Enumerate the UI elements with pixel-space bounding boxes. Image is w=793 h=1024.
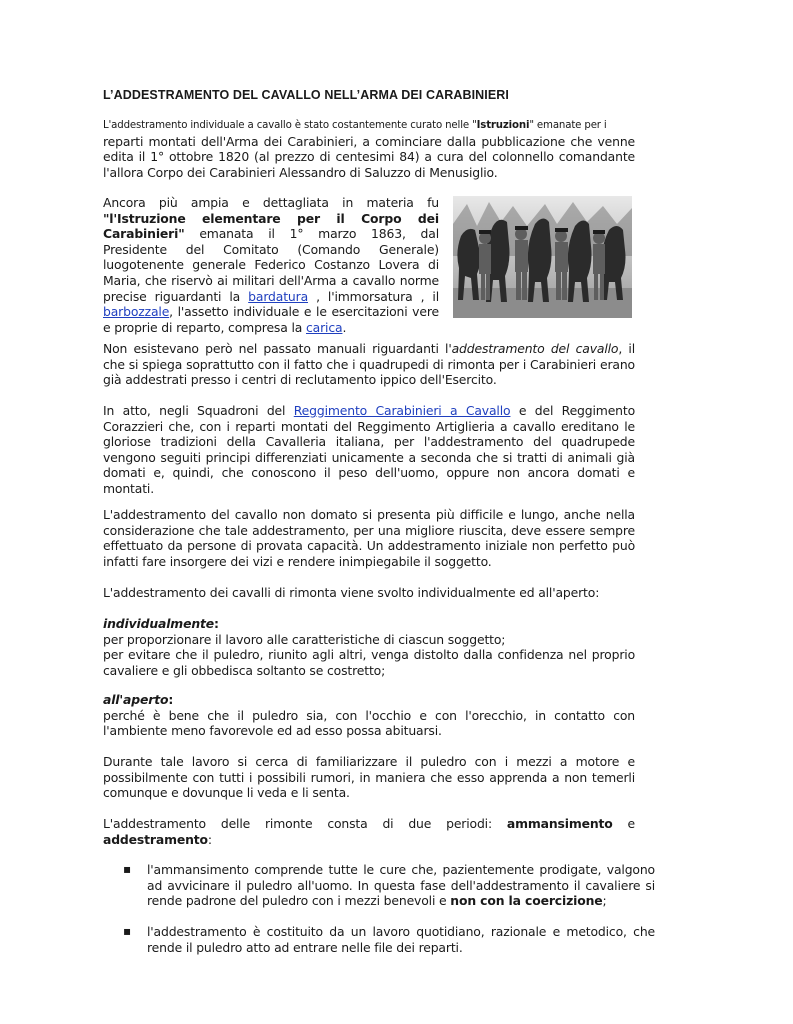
p4-text-a: In atto, negli Squadroni del (103, 403, 294, 418)
p2-text-d: , l'immorsatura , il (308, 288, 439, 304)
carabinieri-horses-photo (453, 196, 632, 318)
link-reggimento-carabinieri[interactable]: Reggimento Carabinieri a Cavallo (293, 403, 511, 418)
p2-text-e: , l'assetto individuale e le esercitazioni vere e proprie di reparto, compresa la (103, 304, 439, 335)
paragraph-non-domato: L'addestramento del cavallo non domato si presenta più difficile e lungo, anche nella considerazione che tale addestramento, per una migliore riuscita, deve essere sempre effettuato da persone di provata capacità. Un addestramento iniziale non perfetto può infatti fare insorgere dei vizi e rendere inimpiegabile il soggetto. (103, 507, 635, 569)
individualmente-line-2: per evitare che il puledro, riunito agli altri, venga distolto dalla confidenza nel proprio cavaliere e gli obbedisca soltanto se costretto; (103, 647, 635, 678)
p2-text-a: Ancora più ampia e dettagliata in materia fu (103, 195, 439, 210)
istruzioni-bold: Istruzioni (476, 120, 530, 131)
p3-text-c: , il che si spiega soprattutto con il fatto che i quadrupedi di rimonta per i Carabinieri erano già addestrati presso i centri di reclutamento ippico dell'Esercito. (103, 341, 635, 388)
paragraph-rimonta: L'addestramento dei cavalli di rimonta viene svolto individualmente ed all'aperto: (103, 585, 600, 600)
heading-colon: : (214, 616, 219, 631)
intro-text-d: reparti montati dell'Arma dei Carabinieri, a cominciare dalla pubblicazione che venne edita il 1° ottobre 1820 (al prezzo di centesimi 84) a cura del colonnello comandante l'allora Corpo dei Carabinieri Alessandro di Saluzzo di Menusiglio. (103, 133, 635, 180)
paragraph-familiarizzare: Durante tale lavoro si cerca di familiarizzare il puledro con i mezzi a motore e possibilmente con tutti i possibili rumori, in maniera che esso apprenda a non temerli comunque e dovunque li veda e li senta. (103, 754, 635, 801)
bullet-text-ammansimento (147, 862, 655, 909)
heading-individualmente: individualmente (103, 616, 215, 631)
bullet-1-bold: non con la coercizione (450, 893, 603, 909)
intro-lead (103, 120, 607, 131)
section-individualmente (103, 616, 635, 678)
p3-text-a: Non esistevano però nel passato manuali riguardanti l' (103, 341, 452, 356)
p10-text-c: e (612, 816, 635, 831)
p10-text-e: : (207, 831, 212, 847)
addestramento-italic: addestramento del cavallo (451, 341, 619, 356)
bullet-1-text-c: ; (602, 893, 607, 909)
ammansimento-bold: ammansimento (506, 816, 613, 831)
individualmente-line-1: per proporzionare il lavoro alle caratteristiche di ciascun soggetto; (103, 631, 506, 647)
link-barbozzale[interactable]: barbozzale (103, 304, 170, 320)
addestramento-bold: addestramento (103, 831, 208, 847)
heading-colon-2: : (168, 692, 174, 707)
link-carica[interactable]: carica (306, 319, 343, 335)
paragraph-periodi (103, 816, 635, 847)
p2-text-c: emanata il 1° marzo 1863, dal Presidente del Comitato (Comando Generale) luogotenente generale Federico Costanzo Lovera di Maria, che riservò ai militari dell'Arma a cavallo norme precise riguardanti la (103, 226, 439, 304)
paragraph-manuali (103, 341, 635, 388)
heading-all-aperto: all'aperto (103, 692, 169, 707)
intro-text-a: L'addestramento individuale a cavallo è stato costantemente curato nelle " (103, 120, 477, 131)
bullet-1-text-a: l'ammansimento comprende tutte le cure che, pazientemente prodigate, valgono ad avvicinare il puledro all'uomo. In questa fase dell'addestramento il cavaliere si rende padrone del puledro con i mezzi benevoli e (147, 862, 655, 909)
bullet-square-icon: ▪ (123, 862, 132, 876)
intro-text-c: " emanate per i (529, 120, 607, 131)
istruzione-title-bold: "l'Istruzione elementare per il Corpo dei Carabinieri" (103, 210, 439, 242)
bullet-square-icon: ▪ (123, 924, 132, 938)
paragraph-istruzione (103, 195, 439, 335)
link-bardatura[interactable]: bardatura (248, 288, 309, 304)
p10-text-a: L'addestramento delle rimonte consta di due periodi: (103, 816, 507, 831)
paragraph-intro (103, 116, 635, 180)
section-all-aperto (103, 692, 635, 739)
p2-text-f: . (342, 319, 347, 335)
paragraph-squadroni (103, 403, 635, 497)
bullet-text-addestramento: l'addestramento è costituito da un lavoro quotidiano, razionale e metodico, che rende il puledro atto ad entrare nelle file dei reparti. (147, 924, 655, 955)
all-aperto-text: perché è bene che il puledro sia, con l'occhio e con l'orecchio, in contatto con l'ambiente meno favorevole ed ad esso possa abituarsi. (103, 707, 635, 739)
p4-text-b: e del Reggimento Corazzieri che, con i reparti montati del Reggimento Artiglieria a cavallo ereditano le gloriose tradizioni della Cavalleria italiana, per l'addestramento del quadrupede vengono seguiti principi differenziati unicamente a seconda che si tratti di animali già domati e, quindi, che conoscono il peso dell'uomo, oppure non ancora domati e montati. (103, 403, 636, 496)
document-title: L’ADDESTRAMENTO DEL CAVALLO NELL’ARMA DEI CARABINIERI (103, 88, 510, 102)
